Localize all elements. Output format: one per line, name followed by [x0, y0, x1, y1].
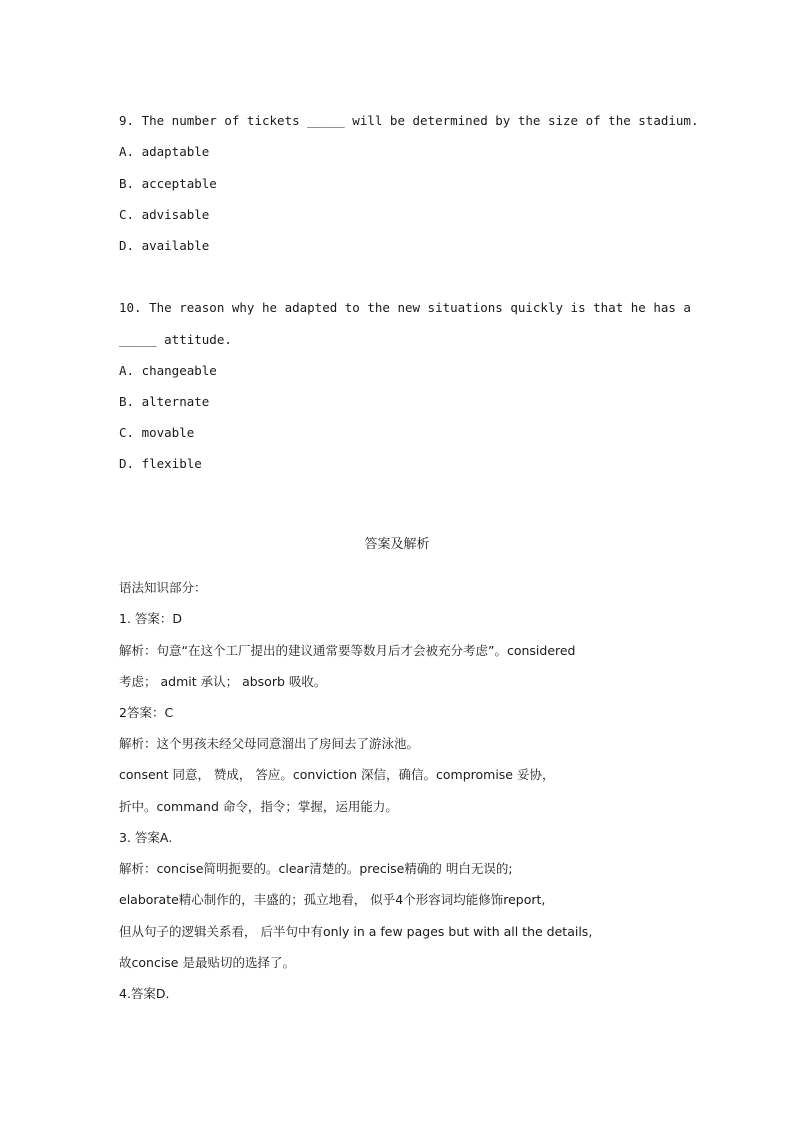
question-9-option-d: D. available	[119, 238, 210, 253]
answer-4-label: 4.答案D.	[119, 986, 170, 1001]
answer-1-explanation-line-1: 解析：句意“在这个工厂提出的建议通常要等数月后才会被充分考虑”。considered	[119, 643, 576, 658]
answer-3-label: 3. 答案A.	[119, 830, 173, 845]
question-10-option-b: B. alternate	[119, 394, 210, 409]
question-9-stem: 9. The number of tickets _____ will be determined by the size of the stadium.	[119, 113, 699, 128]
answer-2-explanation-line-2: consent 同意， 赞成， 答应。conviction 深信，确信。compromise 妥协，	[119, 767, 555, 782]
answer-3-explanation-line-1: 解析：concise简明扼要的。clear清楚的。precise精确的 明白无误的;	[119, 861, 513, 876]
question-9-option-b: B. acceptable	[119, 176, 217, 191]
answer-3-explanation-line-3: 但从句子的逻辑关系看， 后半句中有only in a few pages but with all the details,	[119, 924, 593, 939]
answers-heading: 答案及解析	[364, 537, 430, 552]
answer-2-label: 2答案：C	[119, 705, 174, 720]
answer-1-explanation-line-2: 考虑； admit 承认； absorb 吸收。	[119, 674, 327, 689]
question-10-option-a: A. changeable	[119, 363, 217, 378]
answer-3-explanation-line-2: elaborate精心制作的，丰盛的；孤立地看， 似乎4个形容词均能修饰report,	[119, 892, 546, 907]
question-10-option-d: D. flexible	[119, 456, 202, 471]
answers-section-title: 语法知识部分：	[119, 580, 207, 595]
answer-2-explanation-line-1: 解析：这个男孩未经父母同意溜出了房间去了游泳池。	[119, 736, 420, 751]
question-9-option-c: C. advisable	[119, 207, 210, 222]
answer-1-label: 1. 答案：D	[119, 611, 183, 626]
answer-3-explanation-line-4: 故concise 是最贴切的选择了。	[119, 955, 295, 970]
question-10-stem-line-1: 10. The reason why he adapted to the new situations quickly is that he has a	[119, 300, 691, 315]
question-10-option-c: C. movable	[119, 425, 195, 440]
question-9-option-a: A. adaptable	[119, 144, 210, 159]
question-10-stem-line-2: _____ attitude.	[119, 332, 232, 347]
answer-2-explanation-line-3: 折中。command 命令，指令；掌握，运用能力。	[119, 799, 398, 814]
